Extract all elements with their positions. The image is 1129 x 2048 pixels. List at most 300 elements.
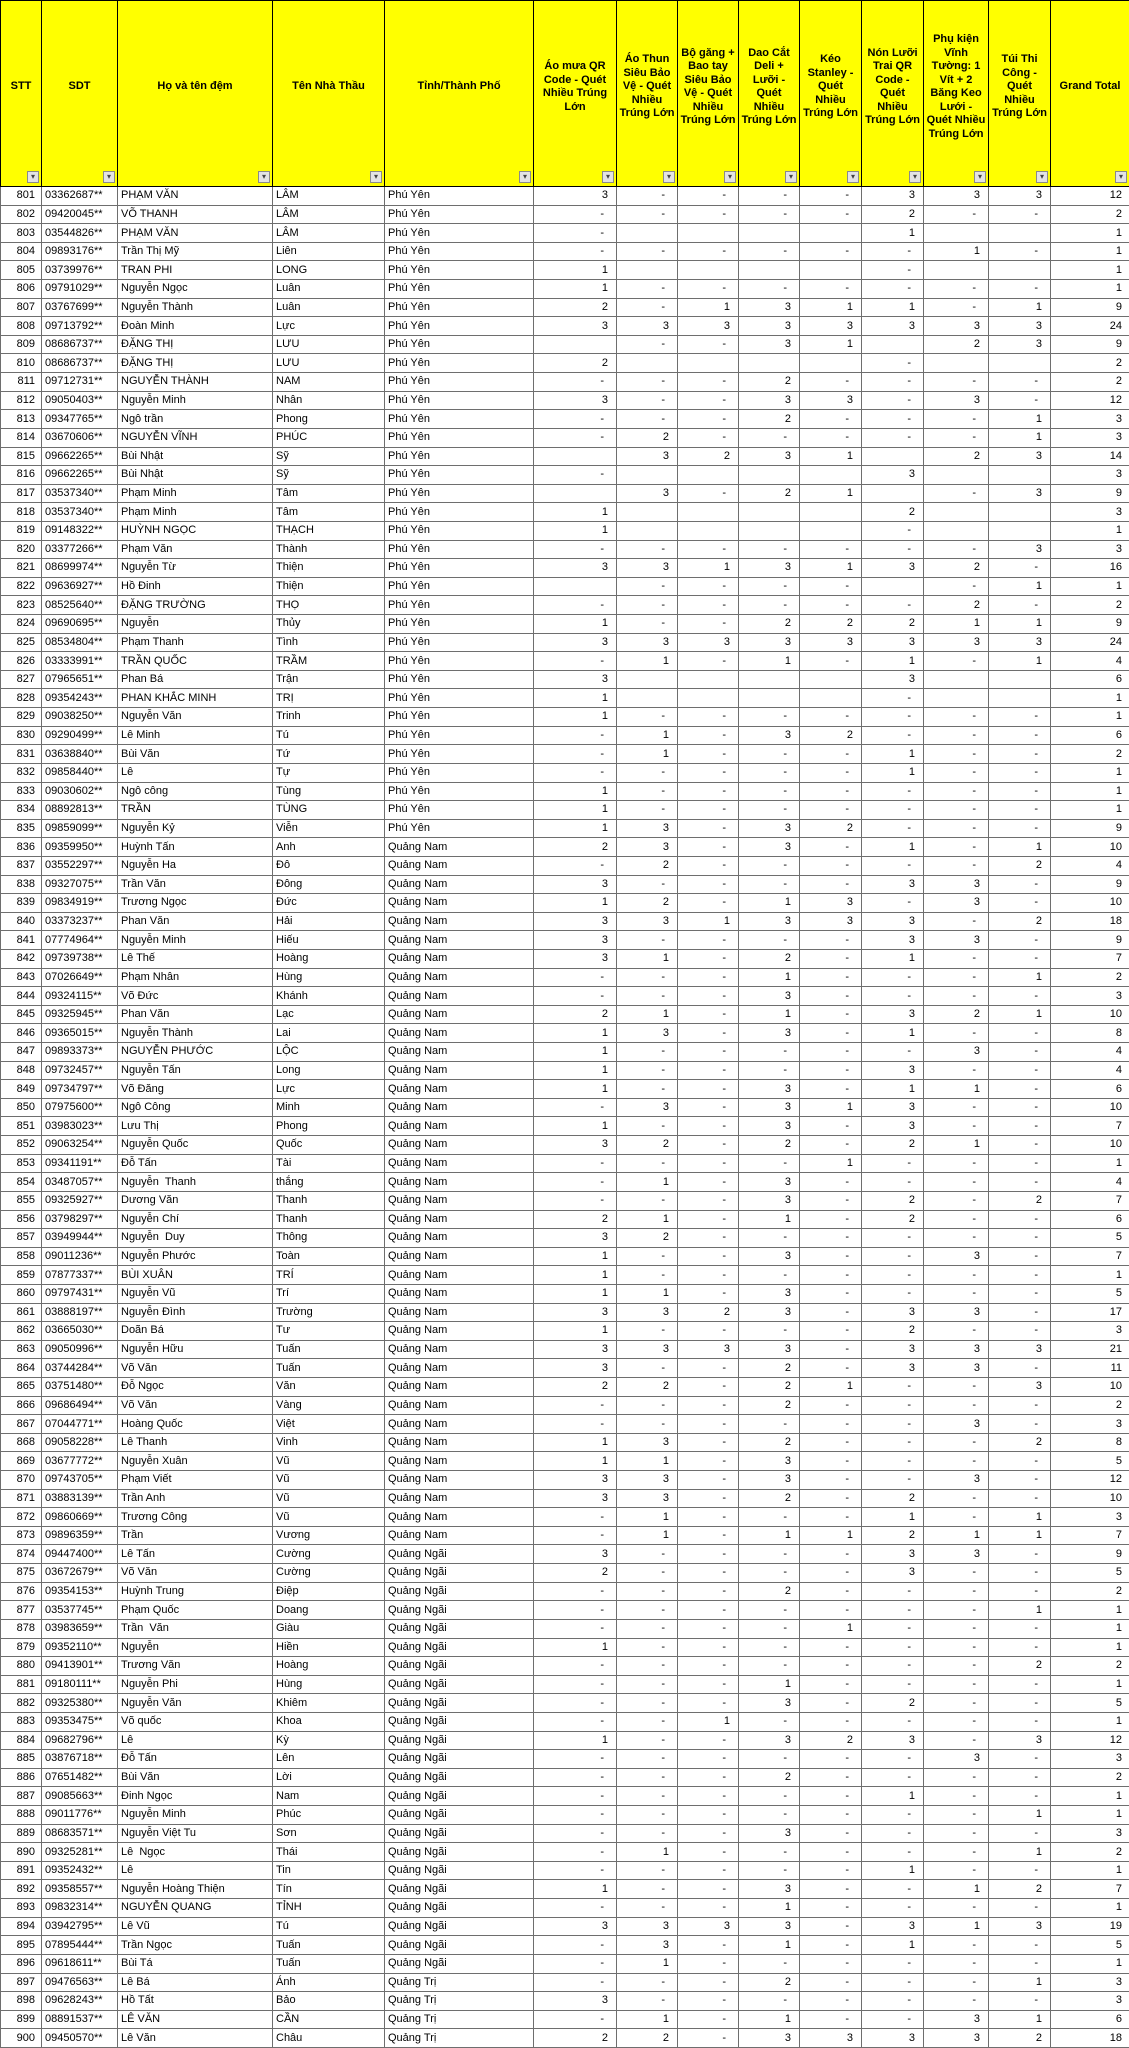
cell-tui-thi-cong[interactable]: -: [989, 242, 1051, 261]
cell-non-luoi-trai-qr[interactable]: 1: [862, 745, 924, 764]
cell-phu-kien-vinh-tuong[interactable]: -: [924, 1564, 989, 1583]
cell-bo-gang-bao-tay[interactable]: -: [678, 819, 739, 838]
cell-ho-va-ten-dem[interactable]: ĐẶNG THỊ: [118, 335, 273, 354]
cell-keo-stanley[interactable]: -: [800, 1973, 862, 1992]
cell-keo-stanley[interactable]: -: [800, 1806, 862, 1825]
cell-sdt[interactable]: 09325945**: [42, 1005, 118, 1024]
cell-dao-cat-deli[interactable]: 2: [739, 1378, 800, 1397]
cell-ho-va-ten-dem[interactable]: Trương Ngọc: [118, 894, 273, 913]
cell-tui-thi-cong[interactable]: 3: [989, 447, 1051, 466]
cell-ao-thun-sieu-bao-ve[interactable]: -: [617, 1787, 678, 1806]
cell-phu-kien-vinh-tuong[interactable]: -: [924, 1284, 989, 1303]
cell-non-luoi-trai-qr[interactable]: -: [862, 521, 924, 540]
cell-non-luoi-trai-qr[interactable]: -: [862, 391, 924, 410]
cell-sdt[interactable]: 09359950**: [42, 838, 118, 857]
cell-tinh-thanh-pho[interactable]: Quảng Nam: [385, 1471, 534, 1490]
cell-ho-va-ten-dem[interactable]: ĐẶNG TRƯỜNG: [118, 596, 273, 615]
cell-stt[interactable]: 898: [1, 1992, 42, 2011]
cell-ao-thun-sieu-bao-ve[interactable]: 2: [617, 2029, 678, 2048]
cell-bo-gang-bao-tay[interactable]: -: [678, 205, 739, 224]
cell-dao-cat-deli[interactable]: 3: [739, 559, 800, 578]
cell-grand-total[interactable]: 8: [1051, 1433, 1129, 1452]
cell-phu-kien-vinh-tuong[interactable]: -: [924, 1824, 989, 1843]
cell-bo-gang-bao-tay[interactable]: -: [678, 894, 739, 913]
cell-ao-mua-qr-code[interactable]: -: [534, 1861, 617, 1880]
cell-ao-mua-qr-code[interactable]: 2: [534, 1564, 617, 1583]
cell-non-luoi-trai-qr[interactable]: -: [862, 1229, 924, 1248]
cell-ao-mua-qr-code[interactable]: 1: [534, 1043, 617, 1062]
cell-stt[interactable]: 813: [1, 410, 42, 429]
cell-bo-gang-bao-tay[interactable]: 2: [678, 1303, 739, 1322]
cell-non-luoi-trai-qr[interactable]: -: [862, 1954, 924, 1973]
cell-ao-mua-qr-code[interactable]: -: [534, 1712, 617, 1731]
cell-sdt[interactable]: 09148322**: [42, 521, 118, 540]
cell-grand-total[interactable]: 6: [1051, 1080, 1129, 1099]
cell-ho-va-ten-dem[interactable]: Trần Thị Mỹ: [118, 242, 273, 261]
cell-dao-cat-deli[interactable]: 3: [739, 1303, 800, 1322]
cell-ten-nha-thau[interactable]: Tín: [273, 1880, 385, 1899]
cell-stt[interactable]: 828: [1, 689, 42, 708]
cell-keo-stanley[interactable]: -: [800, 1657, 862, 1676]
cell-ao-thun-sieu-bao-ve[interactable]: 1: [617, 1526, 678, 1545]
cell-ao-thun-sieu-bao-ve[interactable]: -: [617, 1675, 678, 1694]
cell-tinh-thanh-pho[interactable]: Quảng Nam: [385, 1452, 534, 1471]
cell-dao-cat-deli[interactable]: -: [739, 1657, 800, 1676]
cell-ten-nha-thau[interactable]: Phúc: [273, 1806, 385, 1825]
cell-ao-thun-sieu-bao-ve[interactable]: -: [617, 242, 678, 261]
cell-non-luoi-trai-qr[interactable]: -: [862, 1173, 924, 1192]
cell-phu-kien-vinh-tuong[interactable]: [924, 521, 989, 540]
cell-keo-stanley[interactable]: -: [800, 1005, 862, 1024]
cell-keo-stanley[interactable]: -: [800, 838, 862, 857]
cell-ao-mua-qr-code[interactable]: 1: [534, 782, 617, 801]
cell-ao-thun-sieu-bao-ve[interactable]: -: [617, 763, 678, 782]
cell-bo-gang-bao-tay[interactable]: -: [678, 1880, 739, 1899]
cell-stt[interactable]: 847: [1, 1043, 42, 1062]
cell-bo-gang-bao-tay[interactable]: -: [678, 484, 739, 503]
cell-stt[interactable]: 838: [1, 875, 42, 894]
cell-stt[interactable]: 851: [1, 1117, 42, 1136]
cell-sdt[interactable]: 03537745**: [42, 1601, 118, 1620]
cell-tinh-thanh-pho[interactable]: Quảng Nam: [385, 949, 534, 968]
cell-grand-total[interactable]: 2: [1051, 1768, 1129, 1787]
cell-sdt[interactable]: 09734797**: [42, 1080, 118, 1099]
cell-dao-cat-deli[interactable]: -: [739, 428, 800, 447]
cell-tinh-thanh-pho[interactable]: Phú Yên: [385, 615, 534, 634]
cell-stt[interactable]: 872: [1, 1508, 42, 1527]
cell-ten-nha-thau[interactable]: Toàn: [273, 1247, 385, 1266]
cell-ten-nha-thau[interactable]: Ánh: [273, 1973, 385, 1992]
cell-keo-stanley[interactable]: -: [800, 242, 862, 261]
cell-stt[interactable]: 815: [1, 447, 42, 466]
cell-dao-cat-deli[interactable]: 3: [739, 1247, 800, 1266]
cell-ao-mua-qr-code[interactable]: 1: [534, 521, 617, 540]
cell-tui-thi-cong[interactable]: -: [989, 373, 1051, 392]
cell-ten-nha-thau[interactable]: TRÍ: [273, 1266, 385, 1285]
cell-ho-va-ten-dem[interactable]: Phan Văn: [118, 912, 273, 931]
cell-tinh-thanh-pho[interactable]: Phú Yên: [385, 577, 534, 596]
cell-sdt[interactable]: 03767699**: [42, 298, 118, 317]
cell-tinh-thanh-pho[interactable]: Phú Yên: [385, 521, 534, 540]
cell-phu-kien-vinh-tuong[interactable]: 3: [924, 1545, 989, 1564]
cell-ho-va-ten-dem[interactable]: Nguyễn Duy: [118, 1229, 273, 1248]
cell-ho-va-ten-dem[interactable]: Nguyễn Thanh: [118, 1173, 273, 1192]
cell-sdt[interactable]: 03552297**: [42, 856, 118, 875]
cell-ao-mua-qr-code[interactable]: -: [534, 763, 617, 782]
cell-stt[interactable]: 878: [1, 1619, 42, 1638]
cell-ho-va-ten-dem[interactable]: Phạm Nhân: [118, 968, 273, 987]
cell-tui-thi-cong[interactable]: -: [989, 1247, 1051, 1266]
cell-non-luoi-trai-qr[interactable]: -: [862, 1619, 924, 1638]
cell-ten-nha-thau[interactable]: Vũ: [273, 1489, 385, 1508]
cell-ho-va-ten-dem[interactable]: NGUYỄN THÀNH: [118, 373, 273, 392]
cell-ten-nha-thau[interactable]: Phong: [273, 1117, 385, 1136]
cell-tui-thi-cong[interactable]: -: [989, 745, 1051, 764]
cell-tinh-thanh-pho[interactable]: Quảng Ngãi: [385, 1619, 534, 1638]
cell-phu-kien-vinh-tuong[interactable]: -: [924, 484, 989, 503]
cell-tinh-thanh-pho[interactable]: Quảng Ngãi: [385, 1880, 534, 1899]
cell-ten-nha-thau[interactable]: Tự: [273, 763, 385, 782]
cell-ao-thun-sieu-bao-ve[interactable]: -: [617, 782, 678, 801]
cell-phu-kien-vinh-tuong[interactable]: 3: [924, 633, 989, 652]
cell-sdt[interactable]: 08699974**: [42, 559, 118, 578]
cell-ao-thun-sieu-bao-ve[interactable]: -: [617, 1638, 678, 1657]
cell-sdt[interactable]: 08892813**: [42, 801, 118, 820]
cell-tinh-thanh-pho[interactable]: Phú Yên: [385, 373, 534, 392]
cell-ao-mua-qr-code[interactable]: 3: [534, 1545, 617, 1564]
cell-keo-stanley[interactable]: -: [800, 801, 862, 820]
cell-ao-mua-qr-code[interactable]: 1: [534, 1638, 617, 1657]
cell-keo-stanley[interactable]: -: [800, 1936, 862, 1955]
cell-non-luoi-trai-qr[interactable]: 2: [862, 615, 924, 634]
cell-tinh-thanh-pho[interactable]: Quảng Nam: [385, 1340, 534, 1359]
cell-tui-thi-cong[interactable]: -: [989, 875, 1051, 894]
cell-non-luoi-trai-qr[interactable]: -: [862, 968, 924, 987]
cell-dao-cat-deli[interactable]: 1: [739, 1005, 800, 1024]
cell-bo-gang-bao-tay[interactable]: -: [678, 1322, 739, 1341]
cell-bo-gang-bao-tay[interactable]: -: [678, 1471, 739, 1490]
cell-sdt[interactable]: 09058228**: [42, 1433, 118, 1452]
cell-sdt[interactable]: 09618611**: [42, 1954, 118, 1973]
cell-ho-va-ten-dem[interactable]: Phan Bá: [118, 670, 273, 689]
cell-tinh-thanh-pho[interactable]: Quảng Nam: [385, 875, 534, 894]
cell-phu-kien-vinh-tuong[interactable]: [924, 670, 989, 689]
cell-sdt[interactable]: 03638840**: [42, 745, 118, 764]
cell-tui-thi-cong[interactable]: [989, 670, 1051, 689]
cell-ao-thun-sieu-bao-ve[interactable]: 3: [617, 1433, 678, 1452]
cell-ao-mua-qr-code[interactable]: -: [534, 987, 617, 1006]
cell-bo-gang-bao-tay[interactable]: -: [678, 1508, 739, 1527]
cell-stt[interactable]: 876: [1, 1582, 42, 1601]
cell-dao-cat-deli[interactable]: -: [739, 708, 800, 727]
cell-ao-mua-qr-code[interactable]: -: [534, 856, 617, 875]
cell-ten-nha-thau[interactable]: Quốc: [273, 1136, 385, 1155]
cell-ao-thun-sieu-bao-ve[interactable]: -: [617, 1396, 678, 1415]
cell-phu-kien-vinh-tuong[interactable]: -: [924, 782, 989, 801]
cell-phu-kien-vinh-tuong[interactable]: 2: [924, 1005, 989, 1024]
cell-grand-total[interactable]: 8: [1051, 1024, 1129, 1043]
cell-sdt[interactable]: 08534804**: [42, 633, 118, 652]
cell-ho-va-ten-dem[interactable]: Võ Văn: [118, 1564, 273, 1583]
cell-tui-thi-cong[interactable]: -: [989, 1452, 1051, 1471]
cell-ten-nha-thau[interactable]: Doang: [273, 1601, 385, 1620]
cell-tui-thi-cong[interactable]: -: [989, 1564, 1051, 1583]
cell-stt[interactable]: 868: [1, 1433, 42, 1452]
cell-non-luoi-trai-qr[interactable]: 3: [862, 1117, 924, 1136]
cell-tui-thi-cong[interactable]: 2: [989, 1657, 1051, 1676]
cell-grand-total[interactable]: 2: [1051, 373, 1129, 392]
cell-phu-kien-vinh-tuong[interactable]: 3: [924, 2029, 989, 2048]
cell-tinh-thanh-pho[interactable]: Quảng Ngãi: [385, 1582, 534, 1601]
cell-ao-mua-qr-code[interactable]: 3: [534, 1471, 617, 1490]
cell-ao-mua-qr-code[interactable]: -: [534, 373, 617, 392]
cell-non-luoi-trai-qr[interactable]: -: [862, 1750, 924, 1769]
cell-dao-cat-deli[interactable]: 2: [739, 1136, 800, 1155]
cell-ten-nha-thau[interactable]: Thanh: [273, 1210, 385, 1229]
cell-ho-va-ten-dem[interactable]: Nguyễn Văn: [118, 708, 273, 727]
cell-ho-va-ten-dem[interactable]: Lê Thế: [118, 949, 273, 968]
cell-stt[interactable]: 817: [1, 484, 42, 503]
cell-ho-va-ten-dem[interactable]: Nguyễn Đình: [118, 1303, 273, 1322]
cell-stt[interactable]: 827: [1, 670, 42, 689]
cell-dao-cat-deli[interactable]: 3: [739, 1173, 800, 1192]
cell-phu-kien-vinh-tuong[interactable]: [924, 224, 989, 243]
cell-ao-mua-qr-code[interactable]: -: [534, 540, 617, 559]
cell-non-luoi-trai-qr[interactable]: 1: [862, 1080, 924, 1099]
cell-bo-gang-bao-tay[interactable]: 3: [678, 633, 739, 652]
cell-phu-kien-vinh-tuong[interactable]: -: [924, 1619, 989, 1638]
cell-dao-cat-deli[interactable]: -: [739, 1843, 800, 1862]
cell-tui-thi-cong[interactable]: 3: [989, 633, 1051, 652]
cell-ten-nha-thau[interactable]: Cường: [273, 1545, 385, 1564]
cell-keo-stanley[interactable]: -: [800, 410, 862, 429]
cell-ten-nha-thau[interactable]: Anh: [273, 838, 385, 857]
cell-ten-nha-thau[interactable]: Văn: [273, 1378, 385, 1397]
cell-ao-thun-sieu-bao-ve[interactable]: -: [617, 298, 678, 317]
cell-tinh-thanh-pho[interactable]: Quảng Nam: [385, 1508, 534, 1527]
cell-keo-stanley[interactable]: -: [800, 1880, 862, 1899]
cell-ao-thun-sieu-bao-ve[interactable]: 1: [617, 726, 678, 745]
cell-bo-gang-bao-tay[interactable]: -: [678, 410, 739, 429]
cell-tinh-thanh-pho[interactable]: Quảng Ngãi: [385, 1954, 534, 1973]
cell-ten-nha-thau[interactable]: Tuấn: [273, 1954, 385, 1973]
cell-non-luoi-trai-qr[interactable]: 2: [862, 1526, 924, 1545]
cell-ao-mua-qr-code[interactable]: -: [534, 596, 617, 615]
cell-tui-thi-cong[interactable]: -: [989, 280, 1051, 299]
cell-ho-va-ten-dem[interactable]: Lê: [118, 1731, 273, 1750]
cell-phu-kien-vinh-tuong[interactable]: -: [924, 1712, 989, 1731]
cell-ao-thun-sieu-bao-ve[interactable]: 1: [617, 1173, 678, 1192]
cell-sdt[interactable]: 03744284**: [42, 1359, 118, 1378]
cell-dao-cat-deli[interactable]: 1: [739, 2010, 800, 2029]
cell-keo-stanley[interactable]: -: [800, 205, 862, 224]
cell-ao-thun-sieu-bao-ve[interactable]: -: [617, 280, 678, 299]
cell-non-luoi-trai-qr[interactable]: 3: [862, 1005, 924, 1024]
cell-keo-stanley[interactable]: -: [800, 1471, 862, 1490]
cell-bo-gang-bao-tay[interactable]: -: [678, 1899, 739, 1918]
cell-ao-mua-qr-code[interactable]: -: [534, 1396, 617, 1415]
cell-phu-kien-vinh-tuong[interactable]: -: [924, 1768, 989, 1787]
cell-ten-nha-thau[interactable]: TỈNH: [273, 1899, 385, 1918]
cell-sdt[interactable]: 09347765**: [42, 410, 118, 429]
cell-ao-thun-sieu-bao-ve[interactable]: -: [617, 1750, 678, 1769]
cell-ao-thun-sieu-bao-ve[interactable]: 3: [617, 1303, 678, 1322]
cell-grand-total[interactable]: 12: [1051, 187, 1129, 206]
cell-keo-stanley[interactable]: -: [800, 1824, 862, 1843]
cell-ho-va-ten-dem[interactable]: Phạm Viết: [118, 1471, 273, 1490]
cell-sdt[interactable]: 03739976**: [42, 261, 118, 280]
filter-dropdown-icon[interactable]: ▾: [27, 171, 39, 183]
cell-ao-mua-qr-code[interactable]: -: [534, 1657, 617, 1676]
cell-ao-thun-sieu-bao-ve[interactable]: -: [617, 1694, 678, 1713]
cell-dao-cat-deli[interactable]: 3: [739, 335, 800, 354]
cell-ho-va-ten-dem[interactable]: Bùi Văn: [118, 1768, 273, 1787]
cell-ten-nha-thau[interactable]: Lạc: [273, 1005, 385, 1024]
cell-sdt[interactable]: 07651482**: [42, 1768, 118, 1787]
cell-tinh-thanh-pho[interactable]: Quảng Nam: [385, 1024, 534, 1043]
cell-phu-kien-vinh-tuong[interactable]: -: [924, 1452, 989, 1471]
cell-grand-total[interactable]: 1: [1051, 261, 1129, 280]
cell-ao-mua-qr-code[interactable]: 3: [534, 391, 617, 410]
cell-stt[interactable]: 899: [1, 2010, 42, 2029]
cell-ao-thun-sieu-bao-ve[interactable]: 3: [617, 317, 678, 336]
cell-sdt[interactable]: 03876718**: [42, 1750, 118, 1769]
cell-sdt[interactable]: 09413901**: [42, 1657, 118, 1676]
cell-bo-gang-bao-tay[interactable]: -: [678, 1266, 739, 1285]
cell-ao-mua-qr-code[interactable]: 1: [534, 1117, 617, 1136]
cell-ao-mua-qr-code[interactable]: 3: [534, 317, 617, 336]
cell-sdt[interactable]: 09324115**: [42, 987, 118, 1006]
cell-bo-gang-bao-tay[interactable]: -: [678, 1024, 739, 1043]
cell-tui-thi-cong[interactable]: -: [989, 801, 1051, 820]
cell-bo-gang-bao-tay[interactable]: -: [678, 1973, 739, 1992]
cell-non-luoi-trai-qr[interactable]: -: [862, 596, 924, 615]
cell-ho-va-ten-dem[interactable]: Trần Anh: [118, 1489, 273, 1508]
cell-non-luoi-trai-qr[interactable]: 1: [862, 949, 924, 968]
cell-keo-stanley[interactable]: -: [800, 782, 862, 801]
cell-stt[interactable]: 852: [1, 1136, 42, 1155]
cell-ten-nha-thau[interactable]: Việt: [273, 1415, 385, 1434]
cell-ho-va-ten-dem[interactable]: TRAN PHI: [118, 261, 273, 280]
cell-non-luoi-trai-qr[interactable]: -: [862, 1266, 924, 1285]
cell-sdt[interactable]: 09662265**: [42, 466, 118, 485]
cell-keo-stanley[interactable]: -: [800, 596, 862, 615]
cell-ho-va-ten-dem[interactable]: TRẦN QUỐC: [118, 652, 273, 671]
cell-phu-kien-vinh-tuong[interactable]: -: [924, 1861, 989, 1880]
cell-bo-gang-bao-tay[interactable]: -: [678, 1675, 739, 1694]
filter-dropdown-icon[interactable]: ▾: [519, 171, 531, 183]
cell-ao-mua-qr-code[interactable]: -: [534, 205, 617, 224]
cell-tui-thi-cong[interactable]: [989, 521, 1051, 540]
cell-phu-kien-vinh-tuong[interactable]: 3: [924, 1359, 989, 1378]
cell-stt[interactable]: 875: [1, 1564, 42, 1583]
cell-ao-thun-sieu-bao-ve[interactable]: 1: [617, 1954, 678, 1973]
cell-keo-stanley[interactable]: -: [800, 1675, 862, 1694]
cell-bo-gang-bao-tay[interactable]: [678, 689, 739, 708]
cell-stt[interactable]: 890: [1, 1843, 42, 1862]
cell-keo-stanley[interactable]: [800, 689, 862, 708]
cell-bo-gang-bao-tay[interactable]: -: [678, 1564, 739, 1583]
cell-phu-kien-vinh-tuong[interactable]: -: [924, 1973, 989, 1992]
cell-tinh-thanh-pho[interactable]: Quảng Nam: [385, 894, 534, 913]
cell-grand-total[interactable]: 1: [1051, 280, 1129, 299]
cell-ten-nha-thau[interactable]: Trinh: [273, 708, 385, 727]
cell-keo-stanley[interactable]: -: [800, 1415, 862, 1434]
cell-non-luoi-trai-qr[interactable]: -: [862, 428, 924, 447]
cell-grand-total[interactable]: 1: [1051, 1861, 1129, 1880]
cell-dao-cat-deli[interactable]: -: [739, 1806, 800, 1825]
cell-dao-cat-deli[interactable]: 3: [739, 1098, 800, 1117]
cell-tinh-thanh-pho[interactable]: Quảng Ngãi: [385, 1768, 534, 1787]
cell-ao-mua-qr-code[interactable]: 3: [534, 949, 617, 968]
cell-tinh-thanh-pho[interactable]: Phú Yên: [385, 187, 534, 206]
cell-ten-nha-thau[interactable]: Tú: [273, 1917, 385, 1936]
cell-tinh-thanh-pho[interactable]: Quảng Nam: [385, 1117, 534, 1136]
cell-stt[interactable]: 897: [1, 1973, 42, 1992]
cell-grand-total[interactable]: 1: [1051, 763, 1129, 782]
cell-ten-nha-thau[interactable]: Trí: [273, 1284, 385, 1303]
cell-tui-thi-cong[interactable]: -: [989, 1824, 1051, 1843]
cell-phu-kien-vinh-tuong[interactable]: 1: [924, 1880, 989, 1899]
cell-tui-thi-cong[interactable]: 1: [989, 1973, 1051, 1992]
cell-sdt[interactable]: 03949944**: [42, 1229, 118, 1248]
cell-ao-mua-qr-code[interactable]: 3: [534, 912, 617, 931]
cell-dao-cat-deli[interactable]: 2: [739, 1768, 800, 1787]
cell-grand-total[interactable]: 1: [1051, 242, 1129, 261]
cell-phu-kien-vinh-tuong[interactable]: 1: [924, 1080, 989, 1099]
cell-non-luoi-trai-qr[interactable]: -: [862, 1880, 924, 1899]
cell-stt[interactable]: 809: [1, 335, 42, 354]
cell-ao-thun-sieu-bao-ve[interactable]: -: [617, 1564, 678, 1583]
cell-ten-nha-thau[interactable]: Kỳ: [273, 1731, 385, 1750]
cell-bo-gang-bao-tay[interactable]: -: [678, 1638, 739, 1657]
cell-ao-thun-sieu-bao-ve[interactable]: 3: [617, 1917, 678, 1936]
cell-dao-cat-deli[interactable]: 3: [739, 987, 800, 1006]
cell-ho-va-ten-dem[interactable]: Nguyễn Ha: [118, 856, 273, 875]
cell-tui-thi-cong[interactable]: 1: [989, 410, 1051, 429]
cell-ten-nha-thau[interactable]: Tài: [273, 1154, 385, 1173]
cell-ao-thun-sieu-bao-ve[interactable]: -: [617, 1266, 678, 1285]
cell-sdt[interactable]: 09686494**: [42, 1396, 118, 1415]
cell-ao-thun-sieu-bao-ve[interactable]: 1: [617, 1452, 678, 1471]
cell-sdt[interactable]: 09050403**: [42, 391, 118, 410]
cell-ten-nha-thau[interactable]: Phong: [273, 410, 385, 429]
cell-ten-nha-thau[interactable]: Tùng: [273, 782, 385, 801]
cell-stt[interactable]: 888: [1, 1806, 42, 1825]
cell-grand-total[interactable]: 1: [1051, 801, 1129, 820]
cell-keo-stanley[interactable]: -: [800, 428, 862, 447]
cell-phu-kien-vinh-tuong[interactable]: -: [924, 968, 989, 987]
cell-keo-stanley[interactable]: -: [800, 1284, 862, 1303]
cell-phu-kien-vinh-tuong[interactable]: 3: [924, 317, 989, 336]
cell-sdt[interactable]: 09050996**: [42, 1340, 118, 1359]
cell-keo-stanley[interactable]: 3: [800, 633, 862, 652]
cell-non-luoi-trai-qr[interactable]: 3: [862, 912, 924, 931]
cell-ao-mua-qr-code[interactable]: -: [534, 1973, 617, 1992]
cell-ao-thun-sieu-bao-ve[interactable]: 3: [617, 1471, 678, 1490]
cell-phu-kien-vinh-tuong[interactable]: -: [924, 1806, 989, 1825]
cell-ho-va-ten-dem[interactable]: Bùi Nhật: [118, 447, 273, 466]
cell-dao-cat-deli[interactable]: 3: [739, 726, 800, 745]
cell-non-luoi-trai-qr[interactable]: 3: [862, 1731, 924, 1750]
cell-non-luoi-trai-qr[interactable]: 3: [862, 875, 924, 894]
cell-bo-gang-bao-tay[interactable]: -: [678, 652, 739, 671]
cell-ao-thun-sieu-bao-ve[interactable]: -: [617, 1080, 678, 1099]
cell-keo-stanley[interactable]: [800, 354, 862, 373]
cell-ten-nha-thau[interactable]: Hùng: [273, 968, 385, 987]
cell-dao-cat-deli[interactable]: 2: [739, 615, 800, 634]
cell-ho-va-ten-dem[interactable]: Đoàn Minh: [118, 317, 273, 336]
